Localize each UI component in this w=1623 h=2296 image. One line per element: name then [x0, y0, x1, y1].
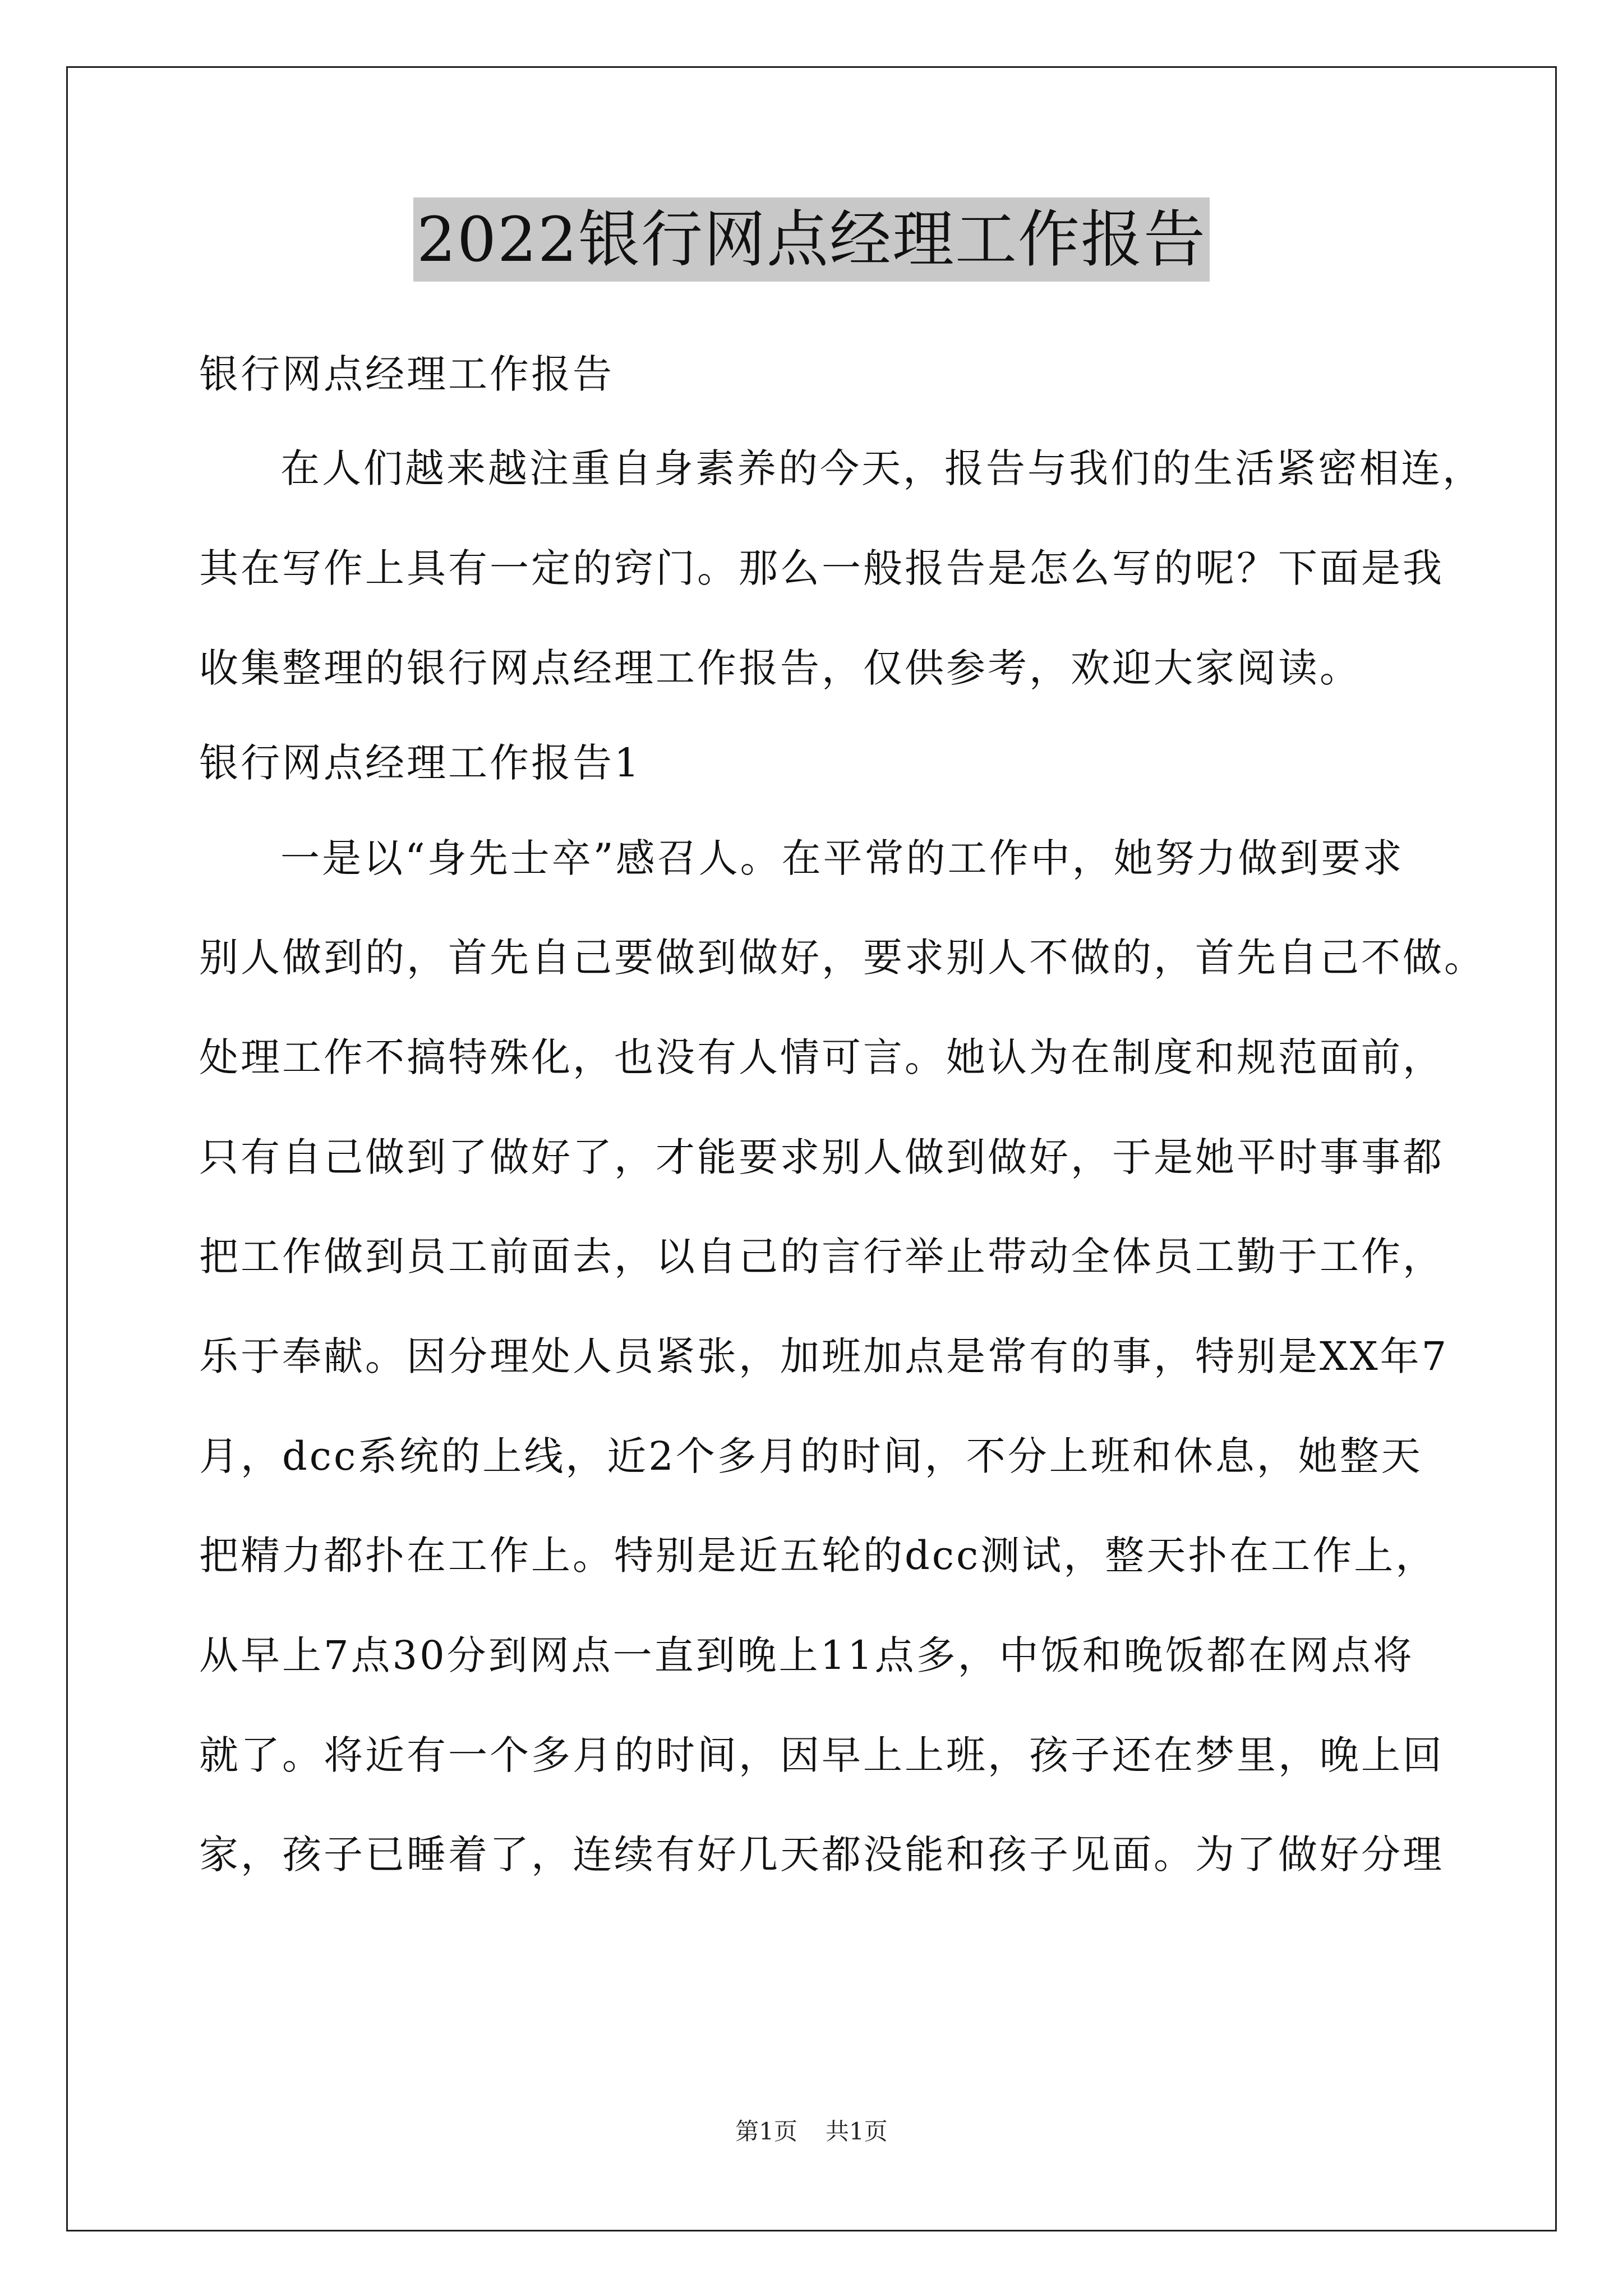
page-number-total: 共1页	[826, 2118, 888, 2145]
paragraph-line: 乐于奉献。因分理处人员紧张，加班加点是常有的事，特别是XX年7	[199, 1333, 1449, 1379]
paragraph-line: 其在写作上具有一定的窍门。那么一般报告是怎么写的呢？下面是我	[199, 545, 1444, 591]
document-title: 2022银行网点经理工作报告	[413, 197, 1210, 282]
paragraph-line: 只有自己做到了做好了，才能要求别人做到做好，于是她平时事事都	[199, 1134, 1444, 1180]
document-title-container	[0, 197, 1623, 282]
paragraph-line: 家，孩子已睡着了，连续有好几天都没能和孩子见面。为了做好分理	[199, 1832, 1444, 1878]
page-number-current: 第1页	[735, 2118, 797, 2145]
paragraph-line: 别人做到的，首先自己要做到做好，要求别人不做的，首先自己不做。	[199, 935, 1486, 981]
paragraph-line: 把工作做到员工前面去，以自己的言行举止带动全体员工勤于工作，	[199, 1234, 1444, 1280]
paragraph-line: 就了。将近有一个多月的时间，因早上上班，孩子还在梦里，晚上回	[199, 1732, 1444, 1778]
paragraph-line: 从早上7点30分到网点一直到晚上11点多，中饭和晚饭都在网点将	[199, 1632, 1414, 1678]
paragraph-line: 处理工作不搞特殊化，也没有人情可言。她认为在制度和规范面前，	[199, 1034, 1444, 1080]
paragraph-line: 一是以“身先士卒”感召人。在平常的工作中，她努力做到要求	[280, 835, 1404, 881]
section-heading: 银行网点经理工作报告	[199, 351, 614, 397]
paragraph-line: 月，dcc系统的上线，近2个多月的时间，不分上班和休息，她整天	[199, 1433, 1423, 1479]
section-heading: 银行网点经理工作报告1	[199, 740, 642, 786]
paragraph-line: 把精力都扑在工作上。特别是近五轮的dcc测试，整天扑在工作上，	[199, 1533, 1437, 1579]
paragraph-line: 在人们越来越注重自身素养的今天，报告与我们的生活紧密相连，	[280, 445, 1484, 491]
page-footer	[0, 2115, 1623, 2148]
paragraph-line: 收集整理的银行网点经理工作报告，仅供参考，欢迎大家阅读。	[199, 645, 1361, 691]
